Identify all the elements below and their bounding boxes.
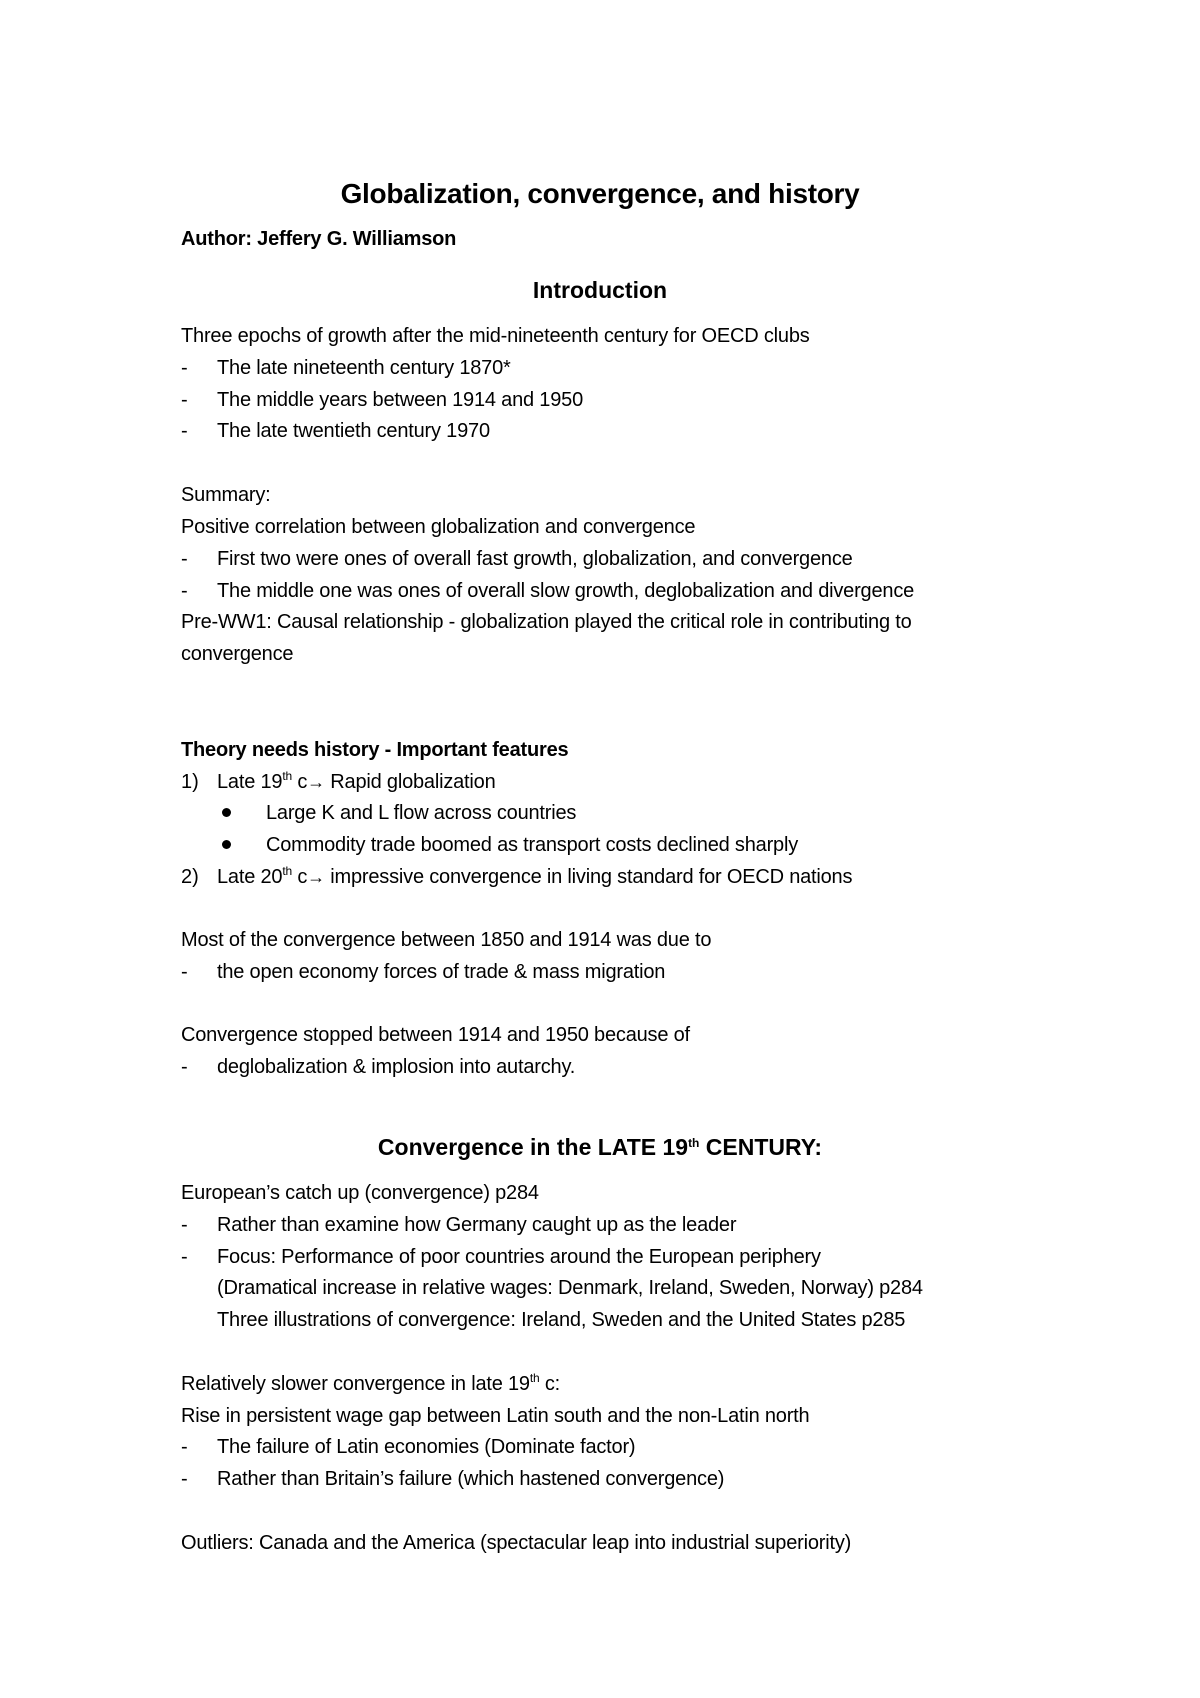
late19-subline: Three illustrations of convergence: Ireland, Sweden and the United States p285 xyxy=(217,1309,906,1331)
late19-heading: Convergence in the LATE 19th CENTURY: xyxy=(377,1134,823,1160)
dash-marker: - xyxy=(181,1056,188,1078)
dash-marker: - xyxy=(181,357,188,379)
right-arrow-icon: → xyxy=(307,867,325,887)
epochs-lead: Three epochs of growth after the mid-nineteenth century for OECD clubs xyxy=(181,325,810,347)
dash-marker: - xyxy=(181,580,188,602)
stopped-lead: Convergence stopped between 1914 and 1950 because of xyxy=(181,1024,690,1046)
rise-item: The failure of Latin economies (Dominate factor) xyxy=(217,1436,636,1458)
bullet-icon xyxy=(222,840,231,849)
introduction-heading: Introduction xyxy=(532,277,668,303)
rise-item: Rather than Britain’s failure (which hastened convergence) xyxy=(217,1468,725,1490)
summary-lead: Positive correlation between globalization and convergence xyxy=(181,516,696,538)
summary-item: The middle one was ones of overall slow growth, deglobalization and divergence xyxy=(217,580,915,602)
item-number: 1) xyxy=(181,771,199,793)
summary-label: Summary: xyxy=(181,484,271,506)
dash-marker: - xyxy=(181,389,188,411)
stopped-item: deglobalization & implosion into autarchy. xyxy=(217,1056,576,1078)
late19-item: Focus: Performance of poor countries around the European periphery xyxy=(217,1246,821,1268)
theory-bullet: Large K and L flow across countries xyxy=(266,802,577,824)
late19-subline: (Dramatical increase in relative wages: Denmark, Ireland, Sweden, Norway) p284 xyxy=(217,1277,923,1299)
epoch-item: The middle years between 1914 and 1950 xyxy=(217,389,583,411)
late19-item: Rather than examine how Germany caught up as the leader xyxy=(217,1214,737,1236)
epoch-item: The late nineteenth century 1870* xyxy=(217,357,511,379)
dash-marker: - xyxy=(181,1436,188,1458)
dash-marker: - xyxy=(181,1468,188,1490)
dash-marker: - xyxy=(181,420,188,442)
slower-line: Relatively slower convergence in late 19th c: xyxy=(181,1371,560,1395)
most-item: the open economy forces of trade & mass migration xyxy=(217,961,666,983)
dash-marker: - xyxy=(181,1246,188,1268)
theory-item-2: Late 20th c→ impressive convergence in living standard for OECD nations xyxy=(217,864,853,888)
catchup-line: European’s catch up (convergence) p284 xyxy=(181,1182,539,1204)
bullet-icon xyxy=(222,808,231,817)
dash-marker: - xyxy=(181,548,188,570)
outliers-line: Outliers: Canada and the America (spectacular leap into industrial superiority) xyxy=(181,1532,852,1554)
rise-line: Rise in persistent wage gap between Latin south and the non-Latin north xyxy=(181,1405,810,1427)
dash-marker: - xyxy=(181,961,188,983)
most-lead: Most of the convergence between 1850 and 1914 was due to xyxy=(181,929,712,951)
item-number: 2) xyxy=(181,866,199,888)
theory-bullet: Commodity trade boomed as transport costs declined sharply xyxy=(266,834,798,856)
right-arrow-icon: → xyxy=(307,772,325,792)
document-title: Globalization, convergence, and history xyxy=(340,178,860,209)
prewwi-line: Pre-WW1: Causal relationship - globalization played the critical role in contributing to xyxy=(181,611,912,633)
theory-item-1: Late 19th c→ Rapid globalization xyxy=(217,769,496,793)
author-line: Author: Jeffery G. Williamson xyxy=(181,228,457,250)
theory-heading: Theory needs history - Important features xyxy=(181,739,569,761)
epoch-item: The late twentieth century 1970 xyxy=(217,420,490,442)
prewwi-line-cont: convergence xyxy=(181,643,294,665)
summary-item: First two were ones of overall fast growth, globalization, and convergence xyxy=(217,548,853,570)
dash-marker: - xyxy=(181,1214,188,1236)
